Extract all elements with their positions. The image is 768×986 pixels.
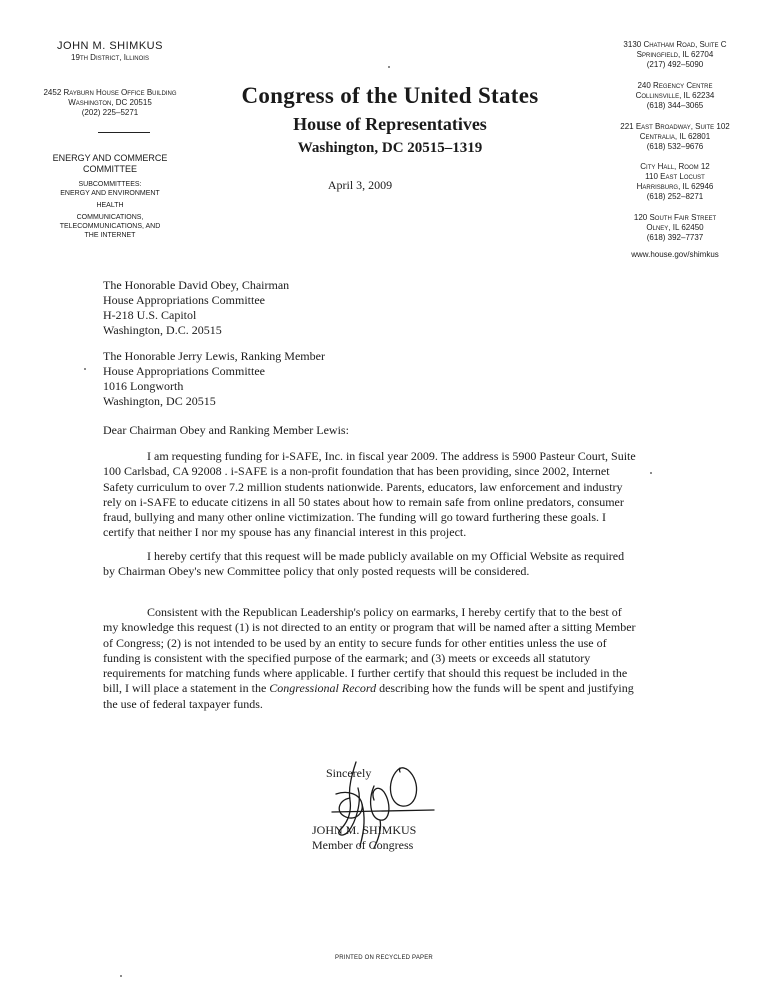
paragraph-website-certification: I hereby certify that this request will be made publicly available on my Official Website as required by Chairman Obey's new Committee policy that only posted requests will be considered. (103, 549, 625, 579)
website-link[interactable]: www.house.gov/shimkus (631, 250, 719, 259)
recipient-line: The Honorable Jerry Lewis, Ranking Member (103, 349, 325, 363)
member-info-column (30, 40, 190, 62)
district-office-olney (590, 213, 760, 243)
subcommittee-1: ENERGY AND ENVIRONMENT (60, 190, 160, 197)
office-line: City Hall, Room 12 (640, 162, 710, 171)
letter-date: April 3, 2009 (327, 178, 393, 192)
recipient-line: Washington, D.C. 20515 (103, 323, 222, 337)
subcommittee-3c: THE INTERNET (84, 232, 136, 239)
masthead-congress: Congress of the United States (241, 83, 539, 108)
website[interactable] (590, 250, 760, 260)
recipient-obey (103, 278, 289, 338)
masthead-house: House of Representatives (293, 114, 487, 134)
office-phone: (618) 252–8271 (646, 192, 704, 201)
subcommittee-2: HEALTH (96, 202, 124, 209)
subcommittee-3a: COMMUNICATIONS, (76, 214, 144, 221)
office-line: 110 East Locust (645, 172, 705, 181)
header-rule (98, 132, 150, 133)
paragraph-request: I am requesting funding for i-SAFE, Inc. in fiscal year 2009. The address is 5900 Pasteur Court, Suite 100 Carlsbad, CA 92008 . i-SAFE is a non-profit foundation that has been providing, since 2002, Internet Safety curriculum to over 7.2 million students nationwide. Parents, educators, law enforcement and industry rely on i-SAFE to educate citizens in all 50 states about how to remain safe from online predators, consumer fraud, bullying and many other online victimization. The funding will go toward furthering these goals. I certify that neither I nor my spouse has any financial interest in this project. (103, 449, 636, 540)
office-phone: (618) 392–7737 (646, 233, 704, 242)
paragraph-text: describing how the funds will be spent and justifying the use of federal taxpayer funds. (103, 681, 634, 711)
subcommittees-label: SUBCOMMITTEES: (78, 181, 142, 188)
office-line: Olney, IL 62450 (646, 223, 704, 232)
office-line: 240 Regency Centre (637, 81, 713, 90)
subcommittee-3b: TELECOMMUNICATIONS, AND (59, 223, 161, 230)
recipient-line: The Honorable David Obey, Chairman (103, 278, 290, 292)
office-line: 3130 Chatham Road, Suite C (623, 40, 727, 49)
dc-office-line1: 2452 Rayburn House Office Building (43, 88, 177, 97)
recipient-line: Washington, DC 20515 (103, 394, 216, 408)
office-line: Centralia, IL 62801 (639, 132, 711, 141)
paragraph-earmark-certification (103, 605, 638, 712)
office-phone: (217) 492–5090 (646, 60, 704, 69)
district-office-springfield (590, 40, 760, 70)
recipient-line: H-218 U.S. Capitol (103, 308, 197, 322)
recipient-line: 1016 Longworth (103, 379, 184, 393)
office-phone: (618) 532–9676 (646, 142, 704, 151)
office-line: Collinsville, IL 62234 (635, 91, 715, 100)
recipient-lewis (103, 349, 325, 409)
member-name: JOHN M. SHIMKUS (57, 40, 163, 52)
scan-speck (388, 66, 390, 68)
scan-speck (120, 975, 122, 977)
committee-block (35, 153, 185, 175)
salutation: Dear Chairman Obey and Ranking Member Lewis: (103, 423, 349, 437)
paragraph-text: Consistent with the Republican Leadership's policy on earmarks, I hereby certify that to the best of my knowledge this request (1) is not directed to an entity or program that will be named after a sitting Member of Congress; (2) is not intended to be used by an entity to secure funds for other entities unless the use of funding is consistent with the specified purpose of the earmark; and (3) meets or exceeds all statutory requirements for matching funds where applicable. I further certify that should this request be included in the bill, I will place a statement in the (103, 605, 636, 696)
office-phone: (618) 344–3065 (646, 101, 704, 110)
recipient-line: House Appropriations Committee (103, 364, 265, 378)
office-line: Springfield, IL 62704 (636, 50, 714, 59)
office-line: 120 South Fair Street (633, 213, 717, 222)
congressional-record-title: Congressional Record (269, 681, 377, 696)
office-line: Harrisburg, IL 62946 (636, 182, 714, 191)
district: 19th District, Illinois (71, 53, 149, 62)
committee-name-2: COMMITTEE (83, 164, 137, 174)
footer-recycled: PRINTED ON RECYCLED PAPER (335, 955, 433, 961)
scan-speck (84, 368, 86, 370)
signer-title: Member of Congress (312, 838, 414, 852)
district-office-centralia (590, 122, 760, 152)
district-office-collinsville (590, 81, 760, 111)
dc-office-phone: (202) 225–5271 (81, 108, 139, 117)
scan-speck (650, 472, 652, 474)
office-line: 221 East Broadway, Suite 102 (620, 122, 730, 131)
district-office-harrisburg (590, 162, 760, 202)
subcommittee-block (35, 180, 185, 240)
committee-name: ENERGY AND COMMERCE (52, 153, 168, 163)
masthead-city: Washington, DC 20515–1319 (297, 140, 483, 156)
dc-office-line2: Washington, DC 20515 (68, 98, 152, 107)
dc-office-address (30, 88, 190, 118)
recipient-line: House Appropriations Committee (103, 293, 265, 307)
closing: Sincerely (326, 766, 372, 780)
signer-name: JOHN M. SHIMKUS (312, 823, 417, 837)
